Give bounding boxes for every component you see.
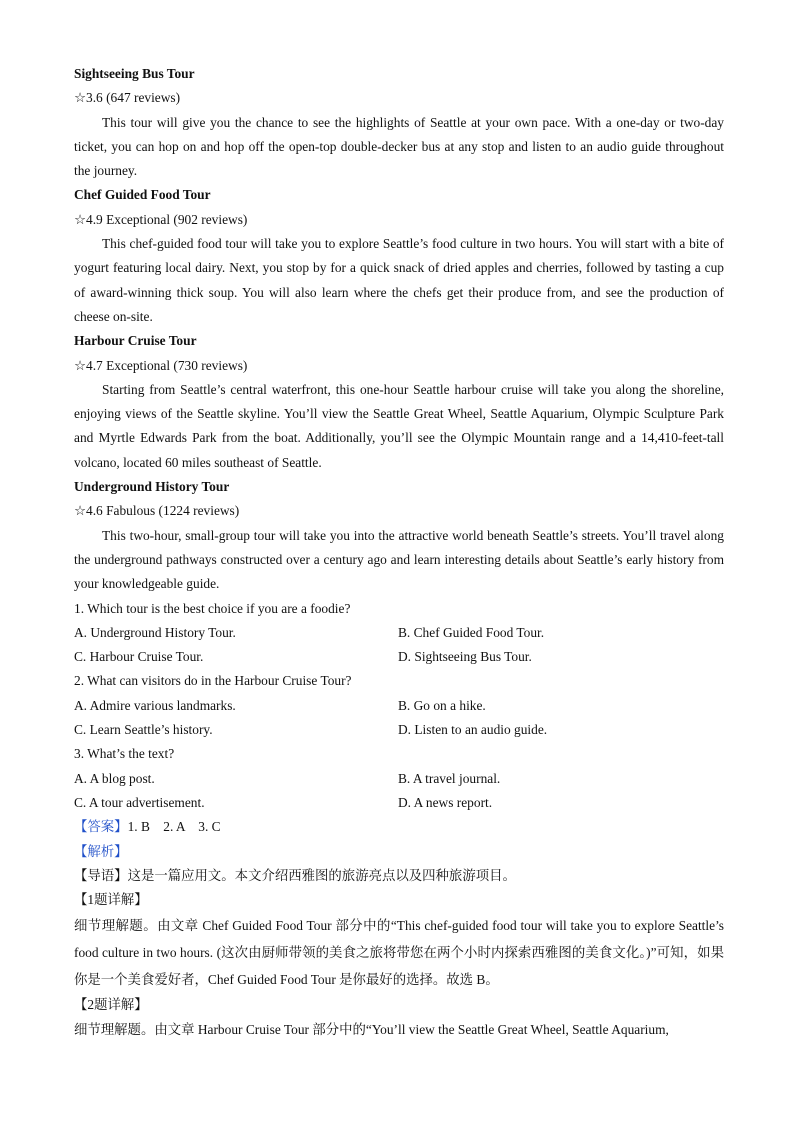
option-row [74, 645, 724, 669]
option-b: B. Go on a hike. [398, 697, 486, 713]
tour-title: Sightseeing Bus Tour [74, 66, 195, 81]
document-content [74, 62, 724, 1042]
question-stem: 2. What can visitors do in the Harbour Cruise Tour? [74, 673, 352, 689]
answer-line [74, 815, 724, 839]
tour-rating: ☆4.9 Exceptional (902 reviews) [74, 211, 248, 227]
tour-rating: ☆4.6 Fabulous (1224 reviews) [74, 503, 240, 519]
answer-label: 【答案】 [74, 819, 128, 835]
analysis-label: 【解析】 [74, 843, 128, 859]
option-b: B. Chef Guided Food Tour. [398, 624, 545, 640]
option-row [74, 621, 724, 645]
option-a: A. Underground History Tour. [74, 624, 236, 640]
tour-title: Underground History Tour [74, 479, 230, 495]
tour-description: This chef-guided food tour will take you to explore Seattle’s food culture in two hours. You will start with a bite of yogurt featuring local dairy. Next, you stop by for a quick snack of dried apples and cherries, followed by tasting a cup of award-winning thick soup. You will also learn where the chefs get their produce from, and see the production of cheese on-site. [74, 236, 724, 324]
tour-description: This tour will give you the chance to see the highlights of Seattle at your own pace. With a one-day or two-day ticket, you can hop on and hop off the open-top double-decker bus at any stop and listen to an audio guide throughout the journey. [74, 114, 724, 179]
answer-text: 1. B 2. A 3. C [127, 819, 221, 835]
question-stem: 1. Which tour is the best choice if you are a foodie? [74, 600, 351, 616]
intro-text: 这是一篇应用文。本文介绍西雅图的旅游亮点以及四种旅游项目。 [127, 867, 516, 883]
intro-label: 【导语】 [74, 867, 128, 883]
option-c: C. A tour advertisement. [74, 794, 205, 810]
option-d: D. Listen to an audio guide. [398, 722, 548, 738]
tour-rating: ☆4.7 Exceptional (730 reviews) [74, 357, 248, 373]
option-row [74, 767, 724, 791]
intro-line [74, 864, 724, 888]
tour-description: Starting from Seattle’s central waterfront, this one-hour Seattle harbour cruise will take you along the shoreline, enjoying views of the Seattle skyline. You’ll view the Seattle Great Wheel, Seattle Aquarium, Olympic Sculpture Park and Myrtle Edwards Park from the boat. Additionally, you’ll see the Olympic Mountain range and a 14,410-feet-tall volcano, located 60 miles southeast of Seattle. [74, 381, 724, 470]
option-row [74, 694, 724, 718]
option-a: A. A blog post. [74, 770, 155, 786]
analysis-heading [74, 840, 724, 864]
tour-rating: ☆3.6 (647 reviews) [74, 90, 181, 106]
option-a: A. Admire various landmarks. [74, 697, 236, 713]
option-c: C. Harbour Cruise Tour. [74, 649, 204, 665]
tour-title: Harbour Cruise Tour [74, 333, 197, 349]
tour-title: Chef Guided Food Tour [74, 187, 211, 203]
option-row [74, 791, 724, 815]
q2-detail-text: 细节理解题。由文章 Harbour Cruise Tour 部分中的“You’ll view the Seattle Great Wheel, Seattle Aquarium, [74, 1021, 669, 1037]
option-c: C. Learn Seattle’s history. [74, 722, 213, 738]
q1-detail-text: 细节理解题。由文章 Chef Guided Food Tour 部分中的“This chef-guided food tour will take you to explore Seattle’s food culture in two hours. (这次由厨师带领的美食之旅将带您在两个小时内探索西雅图的美食文化。)”可知，如果你是一个美食爱好者，Chef Guided Food Tour 是你最好的选择。故选 B。 [74, 918, 724, 988]
q1-detail-heading: 【1题详解】 [74, 892, 148, 908]
q2-detail-heading: 【2题详解】 [74, 997, 148, 1013]
option-row [74, 718, 724, 742]
option-d: D. A news report. [398, 794, 493, 810]
question-stem: 3. What’s the text? [74, 746, 175, 762]
option-b: B. A travel journal. [398, 770, 501, 786]
tour-description: This two-hour, small-group tour will take you into the attractive world beneath Seattle’s streets. You’ll travel along the underground pathways constructed over a century ago and learn interesting details about Seattle’s early history from your knowledgeable guide. [74, 527, 724, 592]
option-d: D. Sightseeing Bus Tour. [398, 649, 532, 665]
